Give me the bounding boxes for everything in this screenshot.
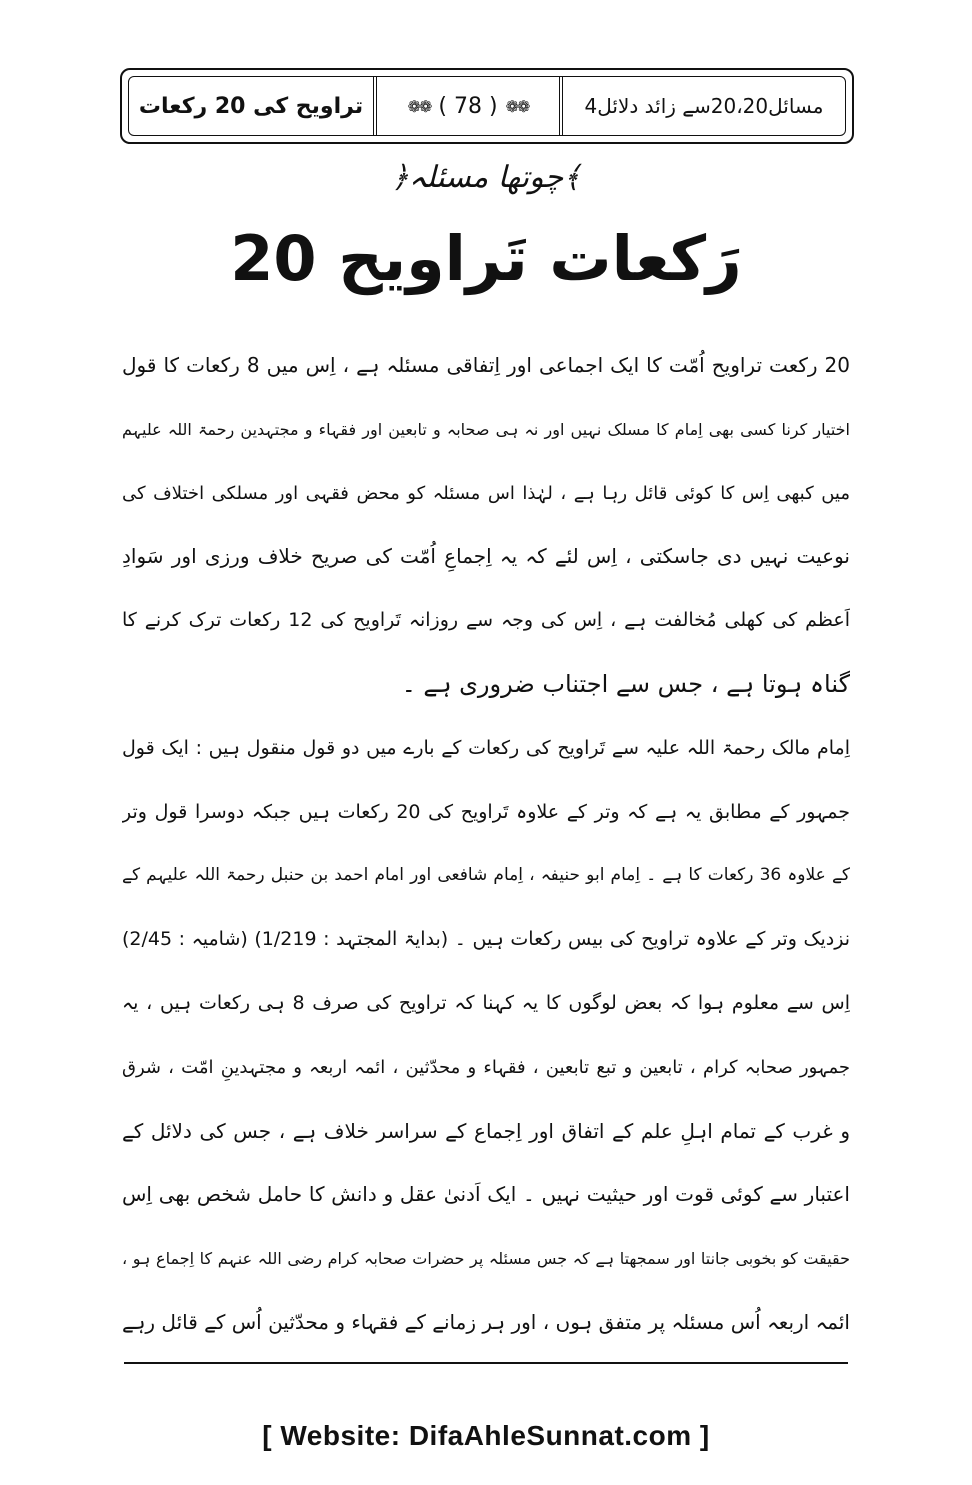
text-line: حقیقت کو بخوبی جانتا اور سمجھتا ہے کہ جس مسئلہ پر حضرات صحابہ کرام رضی اللہ عنہم کا اِجماع ہو ،	[122, 1249, 850, 1269]
text-line: اعتبار سے کوئی قوت اور حیثیت نہیں ۔ ایک اَدنیٰ عقل و دانش کا حامل شخص بھی اِس	[122, 1182, 850, 1207]
text-line: میں کبھی اِس کا کوئی قائل رہا ہے ، لہٰذا اس مسئلہ کو محض فقہی اور مسلکی اختلاف کی	[122, 482, 850, 504]
text-line: اَعظم کی کھلی مُخالفت ہے ، اِس کی وجہ سے روزانہ تَراویح کی 12 رکعات ترک کرنے کا	[122, 609, 850, 632]
section-subheading: ﴿چوتھا مسئلہ﴾	[391, 160, 581, 195]
text-line: گناہ ہوتا ہے ، جس سے اجتناب ضروری ہے ۔	[401, 669, 850, 698]
text-line: کے علاوہ 36 رکعات کا ہے ۔ اِمام ابو حنیفہ ، اِمام شافعی اور امام احمد بن حنبل رحمۃ اللہ علیہم کے	[122, 865, 850, 886]
text-line: اختیار کرنا کسی بھی اِمام کا مسلک نہیں اور نہ ہی صحابہ و تابعین اور فقہاء و مجتہدین رحمۃ اللہ علیہم	[122, 419, 850, 439]
website-footer: [ Website: DifaAhleSunnat.com ]	[262, 1420, 710, 1451]
body-text	[122, 334, 850, 1355]
text-line: ائمہ اربعہ اُس مسئلہ پر متفق ہوں ، اور ہر زمانے کے فقہاء و محدّثین اُس کے قائل رہے	[122, 1309, 850, 1334]
text-line: و غرب کے تمام اہلِ علم کے اتفاق اور اِجماع کے سراسر خلاف ہے ، جس کی دلائل کے	[122, 1118, 850, 1143]
paragraph	[122, 972, 850, 1355]
ornament-icon: ❁❁	[407, 96, 431, 116]
text-line: نزدیک وتر کے علاوہ تراویح کی بیس رکعات ہیں ۔ (بدایۃ المجتہد : 1/219) (شامیہ : 2/45)	[122, 928, 850, 951]
text-line: اِمام مالک رحمۃ اللہ علیہ سے تَراویح کی رکعات کے بارے میں دو قول منقول ہیں : ایک قول	[122, 736, 850, 759]
text-line: اِس سے معلوم ہوا کہ بعض لوگوں کا یہ کہنا کہ تراویح کی صرف 8 ہی رکعات ہیں ، یہ	[122, 991, 850, 1014]
paragraph	[122, 334, 850, 717]
text-line: جمہور صحابہ کرام ، تابعین و تبع تابعین ، فقہاء و محدّثین ، ائمہ اربعہ و مجتہدینِ امّت ، شرق	[122, 1056, 850, 1078]
text-line: نوعیت نہیں دی جاسکتی ، اِس لئے کہ یہ اِجماعِ اُمّت کی صریح خلاف ورزی اور سَوادِ	[122, 544, 850, 569]
paragraph	[122, 717, 850, 972]
section-title: 20 رَکعات تَراویح	[230, 222, 742, 295]
book-title: 4مسائل20،20سے زائد دلائل	[584, 94, 824, 118]
chapter-title: تراویح کی 20 رکعات	[129, 77, 377, 135]
ornament-icon: ❁❁	[505, 96, 529, 116]
running-header	[120, 68, 854, 144]
footer-rule	[124, 1362, 848, 1364]
page-number: ( 78 )	[438, 93, 498, 119]
text-line: جمہور کے مطابق یہ ہے کہ وتر کے علاوہ تَراویح کی 20 رکعات ہیں جبکہ دوسرا قول وتر	[122, 800, 850, 823]
page-number-box	[377, 77, 563, 135]
text-line: 20 رکعت تراویح اُمّت کا ایک اجماعی اور اِتفاقی مسئلہ ہے ، اِس میں 8 رکعات کا قول	[122, 353, 850, 377]
running-header-inner	[128, 76, 846, 136]
